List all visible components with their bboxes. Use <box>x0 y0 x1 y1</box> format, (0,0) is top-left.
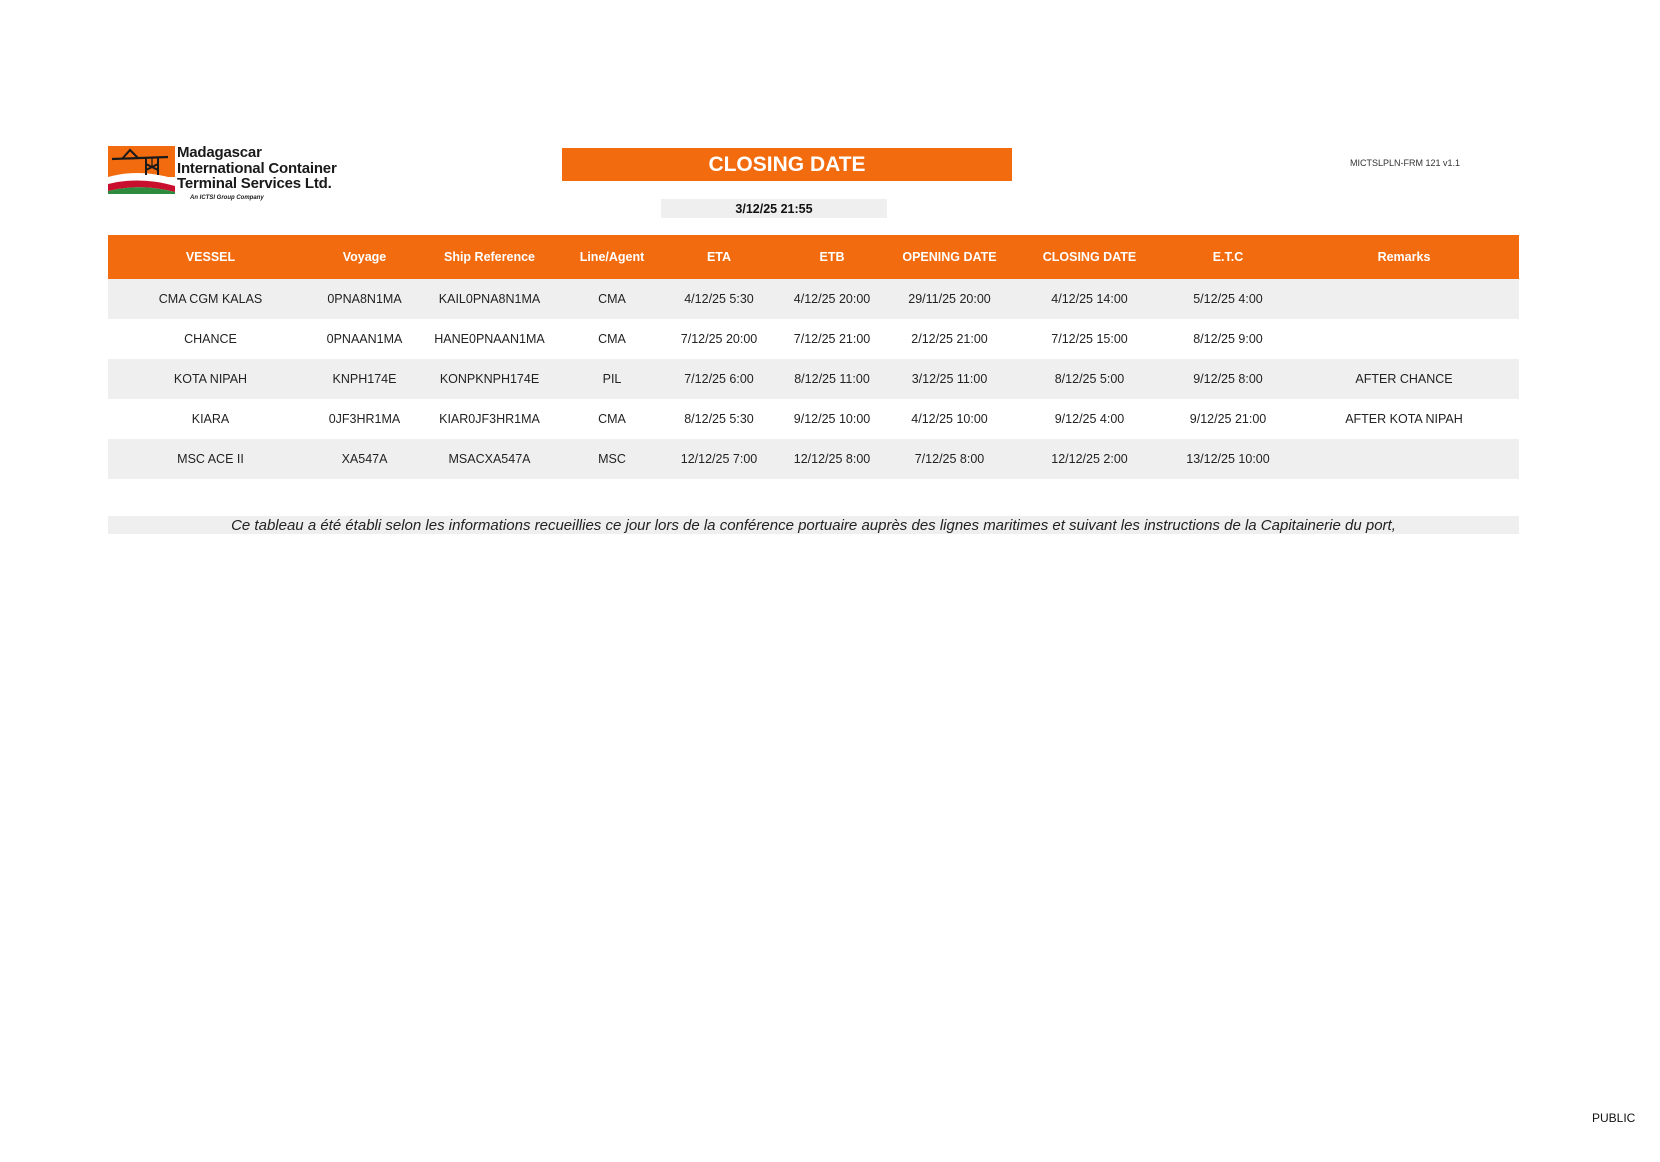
cell-closing-date: 12/12/25 2:00 <box>1012 439 1167 479</box>
page-title: CLOSING DATE <box>562 148 1012 181</box>
cell-opening-date: 4/12/25 10:00 <box>887 399 1012 439</box>
column-header-line-agent: Line/Agent <box>563 235 661 279</box>
cell-vessel: CMA CGM KALAS <box>108 279 313 319</box>
cell-vessel: KOTA NIPAH <box>108 359 313 399</box>
cell-line-agent: CMA <box>563 319 661 359</box>
cell-closing-date: 8/12/25 5:00 <box>1012 359 1167 399</box>
column-header-etc: E.T.C <box>1167 235 1289 279</box>
column-header-etb: ETB <box>777 235 887 279</box>
cell-closing-date: 4/12/25 14:00 <box>1012 279 1167 319</box>
cell-remarks <box>1289 319 1519 359</box>
cell-closing-date: 7/12/25 15:00 <box>1012 319 1167 359</box>
cell-vessel: CHANCE <box>108 319 313 359</box>
cell-vessel: KIARA <box>108 399 313 439</box>
cell-voyage: XA547A <box>313 439 416 479</box>
cell-voyage: 0PNA8N1MA <box>313 279 416 319</box>
cell-opening-date: 2/12/25 21:00 <box>887 319 1012 359</box>
crane-logo-icon <box>108 146 175 194</box>
cell-eta: 12/12/25 7:00 <box>661 439 777 479</box>
cell-eta: 8/12/25 5:30 <box>661 399 777 439</box>
cell-etb: 4/12/25 20:00 <box>777 279 887 319</box>
column-header-eta: ETA <box>661 235 777 279</box>
vessel-schedule-table <box>108 235 1519 479</box>
cell-opening-date: 29/11/25 20:00 <box>887 279 1012 319</box>
cell-ship-reference: KAIL0PNA8N1MA <box>416 279 563 319</box>
cell-etc: 13/12/25 10:00 <box>1167 439 1289 479</box>
cell-closing-date: 9/12/25 4:00 <box>1012 399 1167 439</box>
cell-eta: 4/12/25 5:30 <box>661 279 777 319</box>
column-header-ship-reference: Ship Reference <box>416 235 563 279</box>
company-name: Madagascar International Container Terminal Services Ltd. <box>177 144 337 192</box>
cell-ship-reference: HANE0PNAAN1MA <box>416 319 563 359</box>
cell-etb: 12/12/25 8:00 <box>777 439 887 479</box>
cell-remarks: AFTER CHANCE <box>1289 359 1519 399</box>
table-row <box>108 359 1519 399</box>
cell-opening-date: 7/12/25 8:00 <box>887 439 1012 479</box>
cell-voyage: 0PNAAN1MA <box>313 319 416 359</box>
cell-etb: 7/12/25 21:00 <box>777 319 887 359</box>
cell-remarks <box>1289 279 1519 319</box>
form-code: MICTSLPLN-FRM 121 v1.1 <box>1350 158 1461 168</box>
cell-line-agent: MSC <box>563 439 661 479</box>
cell-voyage: 0JF3HR1MA <box>313 399 416 439</box>
cell-eta: 7/12/25 20:00 <box>661 319 777 359</box>
column-header-vessel: VESSEL <box>108 235 313 279</box>
cell-etb: 9/12/25 10:00 <box>777 399 887 439</box>
table-header-row <box>108 235 1519 279</box>
column-header-voyage: Voyage <box>313 235 416 279</box>
table-row <box>108 319 1519 359</box>
company-tagline: An ICTSI Group Company <box>190 195 264 201</box>
cell-voyage: KNPH174E <box>313 359 416 399</box>
table-row <box>108 439 1519 479</box>
column-header-remarks: Remarks <box>1289 235 1519 279</box>
report-datetime: 3/12/25 21:55 <box>661 199 887 218</box>
table-row <box>108 279 1519 319</box>
cell-etc: 9/12/25 21:00 <box>1167 399 1289 439</box>
cell-line-agent: CMA <box>563 279 661 319</box>
cell-remarks <box>1289 439 1519 479</box>
cell-vessel: MSC ACE II <box>108 439 313 479</box>
company-logo <box>108 146 348 204</box>
cell-remarks: AFTER KOTA NIPAH <box>1289 399 1519 439</box>
cell-ship-reference: MSACXA547A <box>416 439 563 479</box>
classification-label: PUBLIC <box>1592 1111 1636 1125</box>
footer-note: Ce tableau a été établi selon les informations recueillies ce jour lors de la conférence portuaire auprès des lignes maritimes et suivant les instructions de la Capitainerie du port, <box>108 516 1519 534</box>
cell-opening-date: 3/12/25 11:00 <box>887 359 1012 399</box>
table-row <box>108 399 1519 439</box>
cell-eta: 7/12/25 6:00 <box>661 359 777 399</box>
cell-line-agent: CMA <box>563 399 661 439</box>
cell-line-agent: PIL <box>563 359 661 399</box>
cell-etc: 8/12/25 9:00 <box>1167 319 1289 359</box>
column-header-opening-date: OPENING DATE <box>887 235 1012 279</box>
cell-ship-reference: KONPKNPH174E <box>416 359 563 399</box>
column-header-closing-date: CLOSING DATE <box>1012 235 1167 279</box>
cell-etc: 9/12/25 8:00 <box>1167 359 1289 399</box>
cell-ship-reference: KIAR0JF3HR1MA <box>416 399 563 439</box>
cell-etc: 5/12/25 4:00 <box>1167 279 1289 319</box>
cell-etb: 8/12/25 11:00 <box>777 359 887 399</box>
